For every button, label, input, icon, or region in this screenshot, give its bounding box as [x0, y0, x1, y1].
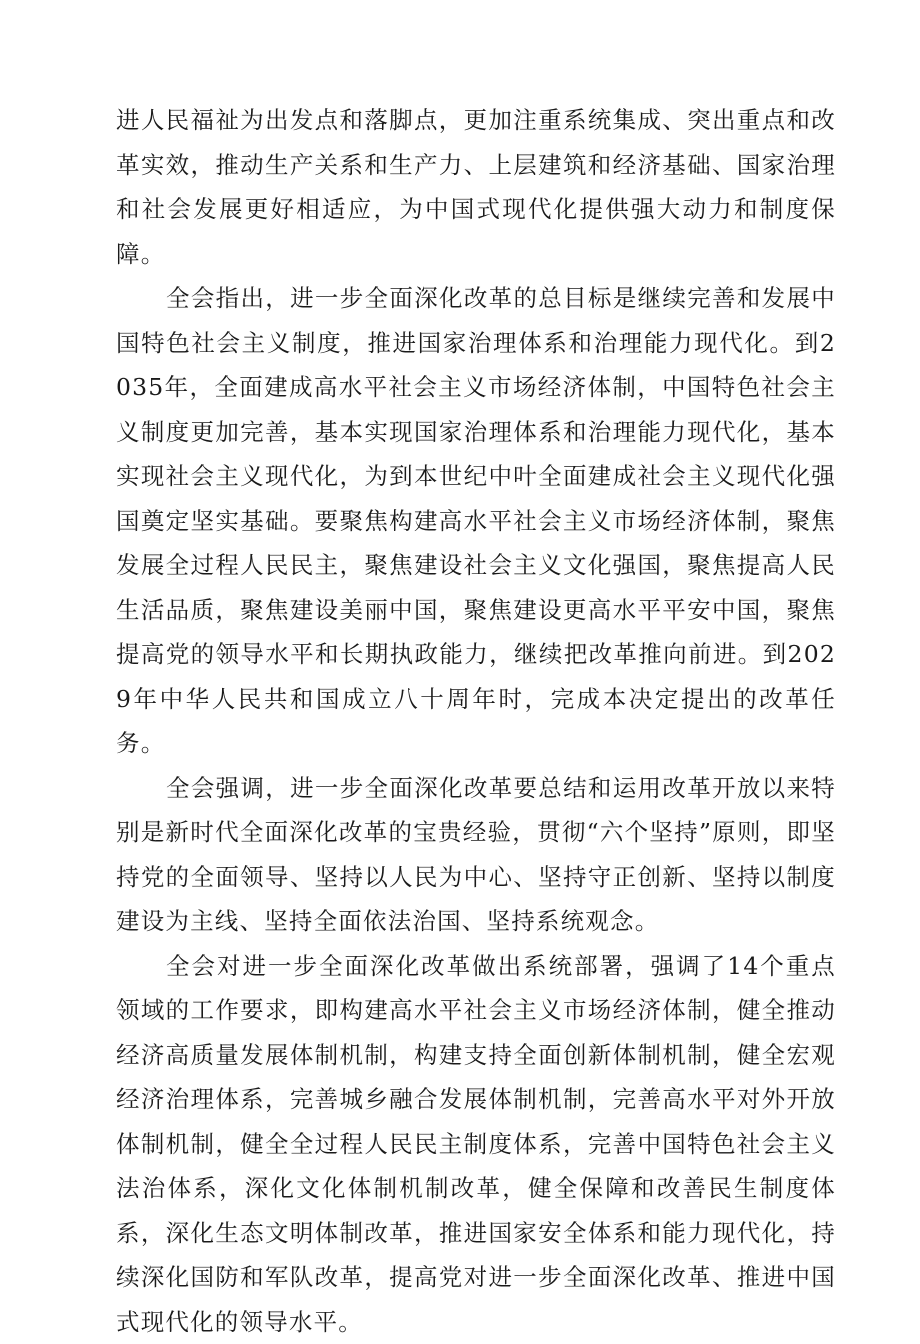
paragraph-3: 全会强调，进一步全面深化改革要总结和运用改革开放以来特别是新时代全面深化改革的宝贵经验，贯彻“六个坚持”原则，即坚持党的全面领导、坚持以人民为中心、坚持守正创新、坚持以制度建设为主线、坚持全面依法治国、坚持系统观念。 [116, 766, 836, 944]
paragraph-1: 进人民福祉为出发点和落脚点，更加注重系统集成、突出重点和改革实效，推动生产关系和生产力、上层建筑和经济基础、国家治理和社会发展更好相适应，为中国式现代化提供强大动力和制度保障。 [116, 98, 836, 276]
paragraph-4: 全会对进一步全面深化改革做出系统部署，强调了14个重点领域的工作要求，即构建高水平社会主义市场经济体制，健全推动经济高质量发展体制机制，构建支持全面创新体制机制，健全宏观经济治理体系，完善城乡融合发展体制机制，完善高水平对外开放体制机制，健全全过程人民民主制度体系，完善中国特色社会主义法治体系，深化文化体制机制改革，健全保障和改善民生制度体系，深化生态文明体制改革，推进国家安全体系和能力现代化，持续深化国防和军队改革，提高党对进一步全面深化改革、推进中国式现代化的领导水平。 [116, 944, 836, 1344]
document-body [116, 98, 836, 1344]
paragraph-2: 全会指出，进一步全面深化改革的总目标是继续完善和发展中国特色社会主义制度，推进国家治理体系和治理能力现代化。到2035年，全面建成高水平社会主义市场经济体制，中国特色社会主义制度更加完善，基本实现国家治理体系和治理能力现代化，基本实现社会主义现代化，为到本世纪中叶全面建成社会主义现代化强国奠定坚实基础。要聚焦构建高水平社会主义市场经济体制，聚焦发展全过程人民民主，聚焦建设社会主义文化强国，聚焦提高人民生活品质，聚焦建设美丽中国，聚焦建设更高水平平安中国，聚焦提高党的领导水平和长期执政能力，继续把改革推向前进。到2029年中华人民共和国成立八十周年时，完成本决定提出的改革任务。 [116, 276, 836, 766]
